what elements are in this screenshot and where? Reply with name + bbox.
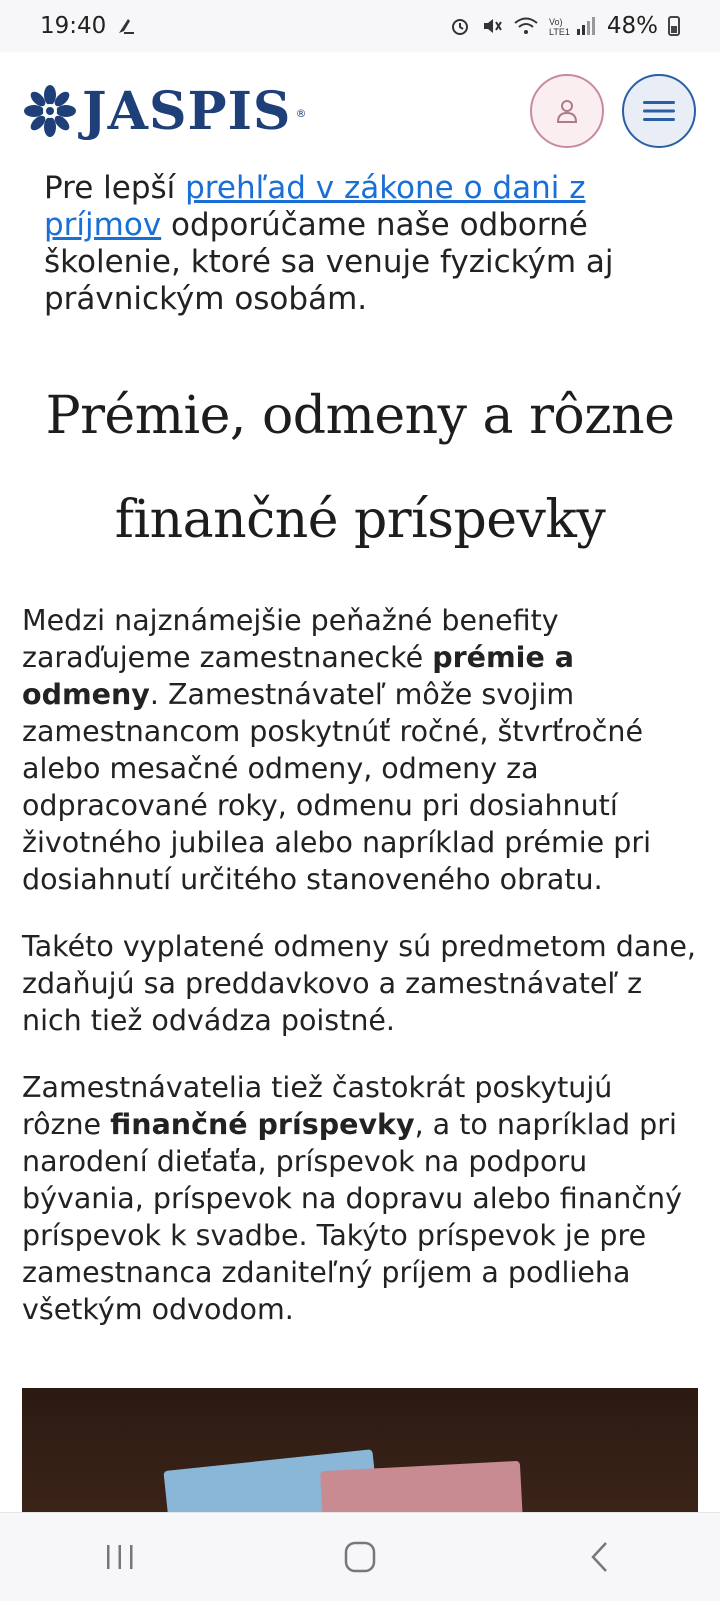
mute-icon (481, 15, 503, 37)
notification-icon (116, 15, 138, 37)
intro-text-after: odporúčame naše odborné školenie, ktoré sa venuje fyzickým aj právnickým osobám. (44, 207, 614, 317)
article-image (22, 1388, 698, 1512)
back-button[interactable] (560, 1527, 640, 1587)
lte-signal-icon (549, 15, 597, 37)
battery-icon (668, 16, 680, 36)
menu-icon (642, 98, 676, 124)
intro-paragraph (0, 160, 720, 318)
logo-text: JASPIS (82, 80, 292, 142)
flower-logo-icon (24, 85, 76, 137)
paragraph-taxation: Takéto vyplatené odmeny sú predmetom dane, zdaňujú sa preddavkovo a zamestnávateľ z nich tiež odvádza poistné. (22, 930, 696, 1037)
status-bar (0, 0, 720, 52)
intro-text-before: Pre lepší (44, 170, 186, 206)
site-header (0, 52, 720, 170)
svg-text:Vo): Vo) (548, 17, 563, 27)
paragraph-text: , a to napríklad pri narodení dieťaťa, príspevok na podporu bývania, príspevok na dopravu alebo finančný príspevok k svadbe. Takýto príspevok je pre zamestnanca zdaniteľný príjem a podlieha všetkým odvodom. (22, 1108, 682, 1326)
system-navigation-bar (0, 1512, 720, 1601)
paragraph-text: Medzi najznámejšie peňažné benefity zaraďujeme zamestnanecké (22, 604, 559, 674)
jaspis-logo[interactable] (24, 81, 306, 142)
menu-button[interactable] (622, 74, 696, 148)
recents-icon (103, 1542, 137, 1572)
registered-mark: ® (295, 106, 307, 120)
alarm-icon (449, 15, 471, 37)
home-icon (343, 1540, 377, 1574)
home-button[interactable] (320, 1527, 400, 1587)
status-time: 19:40 (40, 13, 107, 39)
tax-law-link[interactable]: prehľad v zákone o dani z príjmov (44, 170, 586, 243)
bold-text: prémie a odmeny (22, 641, 574, 711)
back-icon (587, 1540, 613, 1574)
article-content (0, 160, 720, 1328)
recents-button[interactable] (80, 1527, 160, 1587)
bold-text: finančné príspevky (110, 1108, 415, 1141)
wifi-icon (513, 15, 539, 37)
user-icon (554, 98, 580, 124)
account-button[interactable] (530, 74, 604, 148)
svg-text:LTE1: LTE1 (548, 27, 570, 37)
section-title: Prémie, odmeny a rôzne finančné príspevky (45, 386, 675, 550)
paragraph-text: . Zamestnávateľ môže svojim zamestnancom poskytnúť ročné, štvrťročné alebo mesačné odmeny, odmeny za odpracované roky, odmenu pri dosiahnutí životného jubilea alebo napríklad prémie pri dosiahnutí určitého stanoveného obratu. (22, 678, 651, 896)
paragraph-text: Zamestnávatelia tiež častokrát poskytujú rôzne (22, 1071, 613, 1141)
paragraph-contributions (0, 1069, 720, 1328)
battery-percent: 48% (606, 13, 658, 39)
paragraph-bonuses (0, 602, 720, 898)
